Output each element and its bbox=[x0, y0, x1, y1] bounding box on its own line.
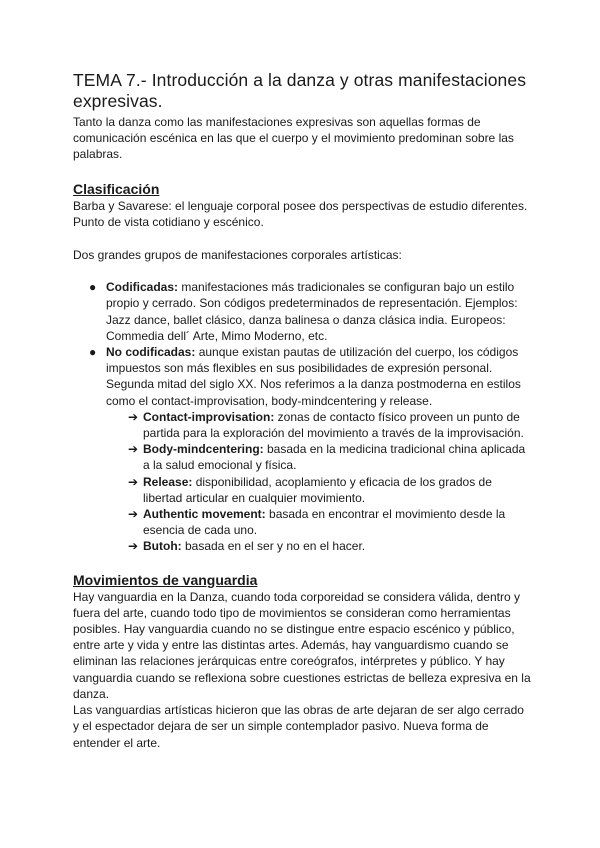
groups-list bbox=[73, 279, 533, 409]
intro-paragraph: Tanto la danza como las manifestaciones expresivas son aquellas formas de comunicación escénica en las que el cuerpo y el movimiento predominan sobre las palabras. bbox=[73, 115, 514, 162]
list-item-text: manifestaciones más tradicionales se configuran bajo un estilo propio y cerrado. Son códigos predeterminados de representación. Ejemplos: Jazz dance, ballet clásico, danza balinesa o danza clásica india. Europeos: Commedia dell´ Arte, Mimo Moderno, etc. bbox=[106, 280, 518, 343]
clasificacion-paragraph: Barba y Savarese: el lenguaje corporal posee dos perspectivas de estudio diferentes. Punto de vista cotidiano y escénico. bbox=[73, 198, 528, 229]
sublist-item-text: basada en el ser y no en el hacer. bbox=[181, 539, 366, 554]
list-item bbox=[73, 279, 533, 344]
bullet-icon: ● bbox=[89, 280, 97, 295]
section-heading-vanguardia: Movimientos de vanguardia bbox=[73, 571, 258, 588]
page-title: TEMA 7.- Introducción a la danza y otras manifestaciones expresivas. bbox=[73, 70, 527, 111]
arrow-right-icon: ➔ bbox=[128, 507, 139, 522]
sublist-item-term: Authentic movement: bbox=[143, 507, 266, 522]
list-item bbox=[73, 344, 533, 409]
arrow-right-icon: ➔ bbox=[128, 409, 139, 424]
list-item-term: No codificadas: bbox=[106, 345, 196, 360]
groups-intro-paragraph: Dos grandes grupos de manifestaciones corporales artísticas: bbox=[73, 248, 402, 263]
vanguardia-paragraph-1: Hay vanguardia en la Danza, cuando toda corporeidad se considera válida, dentro y fuera del arte, cuando todo tipo de movimientos se consideran como herramientas posibles. Hay vanguardia cuando no se distingue entre espacio escénico y público, entre arte y vida y entre las distintas artes. Además, hay vanguardismo cuando se eliminan las relaciones jerárquicas entre coreógrafos, intérpretes y público. Y hay vanguardia cuando se reflexiona sobre cuestiones estrictas de belleza expresiva en la danza. bbox=[73, 589, 531, 701]
arrow-right-icon: ➔ bbox=[128, 442, 139, 457]
section-heading-clasificacion: Clasificación bbox=[73, 180, 160, 197]
sublist-item bbox=[73, 441, 533, 473]
sublist-item bbox=[73, 538, 533, 554]
list-item-term: Codificadas: bbox=[106, 280, 179, 295]
bullet-icon: ● bbox=[89, 345, 97, 360]
sublist-item-text: disponibilidad, acoplamiento y eficacia de los grados de libertad articular en cualquier movimiento. bbox=[143, 474, 492, 505]
sublist-item bbox=[73, 506, 533, 538]
arrow-right-icon: ➔ bbox=[128, 474, 139, 489]
sublist-item bbox=[73, 474, 533, 506]
sublist-item-text: basada en la medicina tradicional china aplicada a la salud emocional y física. bbox=[143, 442, 526, 473]
sublist-item-term: Release: bbox=[143, 474, 193, 489]
styles-sublist bbox=[73, 409, 533, 555]
sublist-item-text: zonas de contacto físico proveen un punto de partida para la exploración del movimiento a través de la improvisación. bbox=[143, 409, 524, 441]
sublist-item-text: basada en encontrar el movimiento desde la esencia de cada uno. bbox=[143, 507, 506, 538]
document-page bbox=[73, 70, 533, 751]
sublist-item-term: Body-mindcentering: bbox=[143, 442, 264, 457]
sublist-item-term: Contact-improvisation: bbox=[143, 409, 275, 424]
sublist-item-term: Butoh: bbox=[143, 539, 182, 554]
vanguardia-paragraph-2: Las vanguardias artísticas hicieron que las obras de arte dejaran de ser algo cerrado y el espectador dejara de ser un simple contemplador pasivo. Nueva forma de entender el arte. bbox=[73, 703, 524, 750]
list-item-text: aunque existan pautas de utilización del cuerpo, los códigos impuestos son más flexibles en sus posibilidades de expresión personal. Segunda mitad del siglo XX. Nos referimos a la danza postmoderna en estilos como el contact-improvisation, body-mindcentering y release. bbox=[106, 345, 521, 408]
arrow-right-icon: ➔ bbox=[128, 539, 139, 554]
sublist-item bbox=[73, 409, 533, 441]
